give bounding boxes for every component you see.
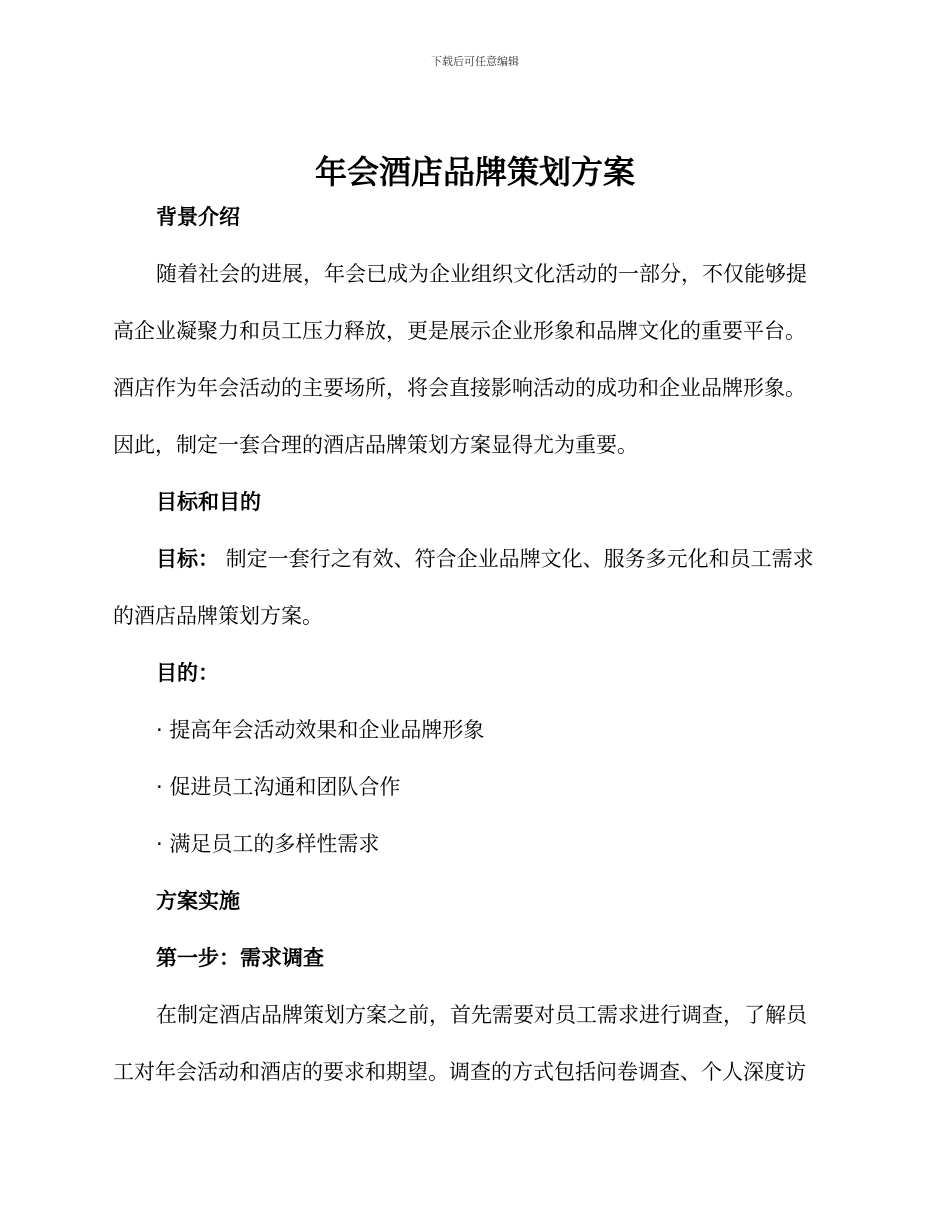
- paragraph-line: 随着社会的进展，年会已成为企业组织文化活动的一部分，不仅能够提: [156, 262, 807, 286]
- target-text: 制定一套行之有效、符合企业品牌文化、服务多元化和员工需求: [219, 547, 814, 571]
- paragraph-line: 在制定酒店品牌策划方案之前，首先需要对员工需求进行调查，了解员: [156, 1003, 807, 1027]
- section-heading-goals: 目标和目的: [156, 490, 261, 514]
- target-paragraph: [113, 545, 835, 631]
- document-title: 年会酒店品牌策划方案: [314, 153, 635, 191]
- step1-heading: 第一步：需求调查: [156, 946, 324, 970]
- target-label: 目标：: [156, 547, 219, 571]
- bullet-item: · 满足员工的多样性需求: [156, 832, 380, 856]
- paragraph-line: [113, 545, 835, 574]
- paragraph-line: 工对年会活动和酒店的要求和期望。调查的方式包括问卷调查、个人深度访: [113, 1060, 806, 1084]
- paragraph-line: 因此，制定一套合理的酒店品牌策划方案显得尤为重要。: [113, 433, 638, 457]
- section-heading-background: 背景介绍: [156, 205, 240, 229]
- paragraph-line: 高企业凝聚力和员工压力释放，更是展示企业形象和品牌文化的重要平台。: [113, 319, 806, 343]
- bullet-item: · 提高年会活动效果和企业品牌形象: [156, 718, 485, 742]
- purpose-label: 目的：: [156, 661, 219, 685]
- paragraph-line: 酒店作为年会活动的主要场所，将会直接影响活动的成功和企业品牌形象。: [113, 376, 806, 400]
- bullet-item: · 促进员工沟通和团队合作: [156, 775, 401, 799]
- document-body: [113, 203, 835, 1115]
- paragraph-line: 的酒店品牌策划方案。: [113, 604, 323, 628]
- page-header-note: 下载后可任意编辑: [431, 55, 519, 68]
- background-paragraph: [113, 260, 835, 460]
- section-heading-implementation: 方案实施: [156, 889, 240, 913]
- step1-paragraph: [113, 1001, 835, 1087]
